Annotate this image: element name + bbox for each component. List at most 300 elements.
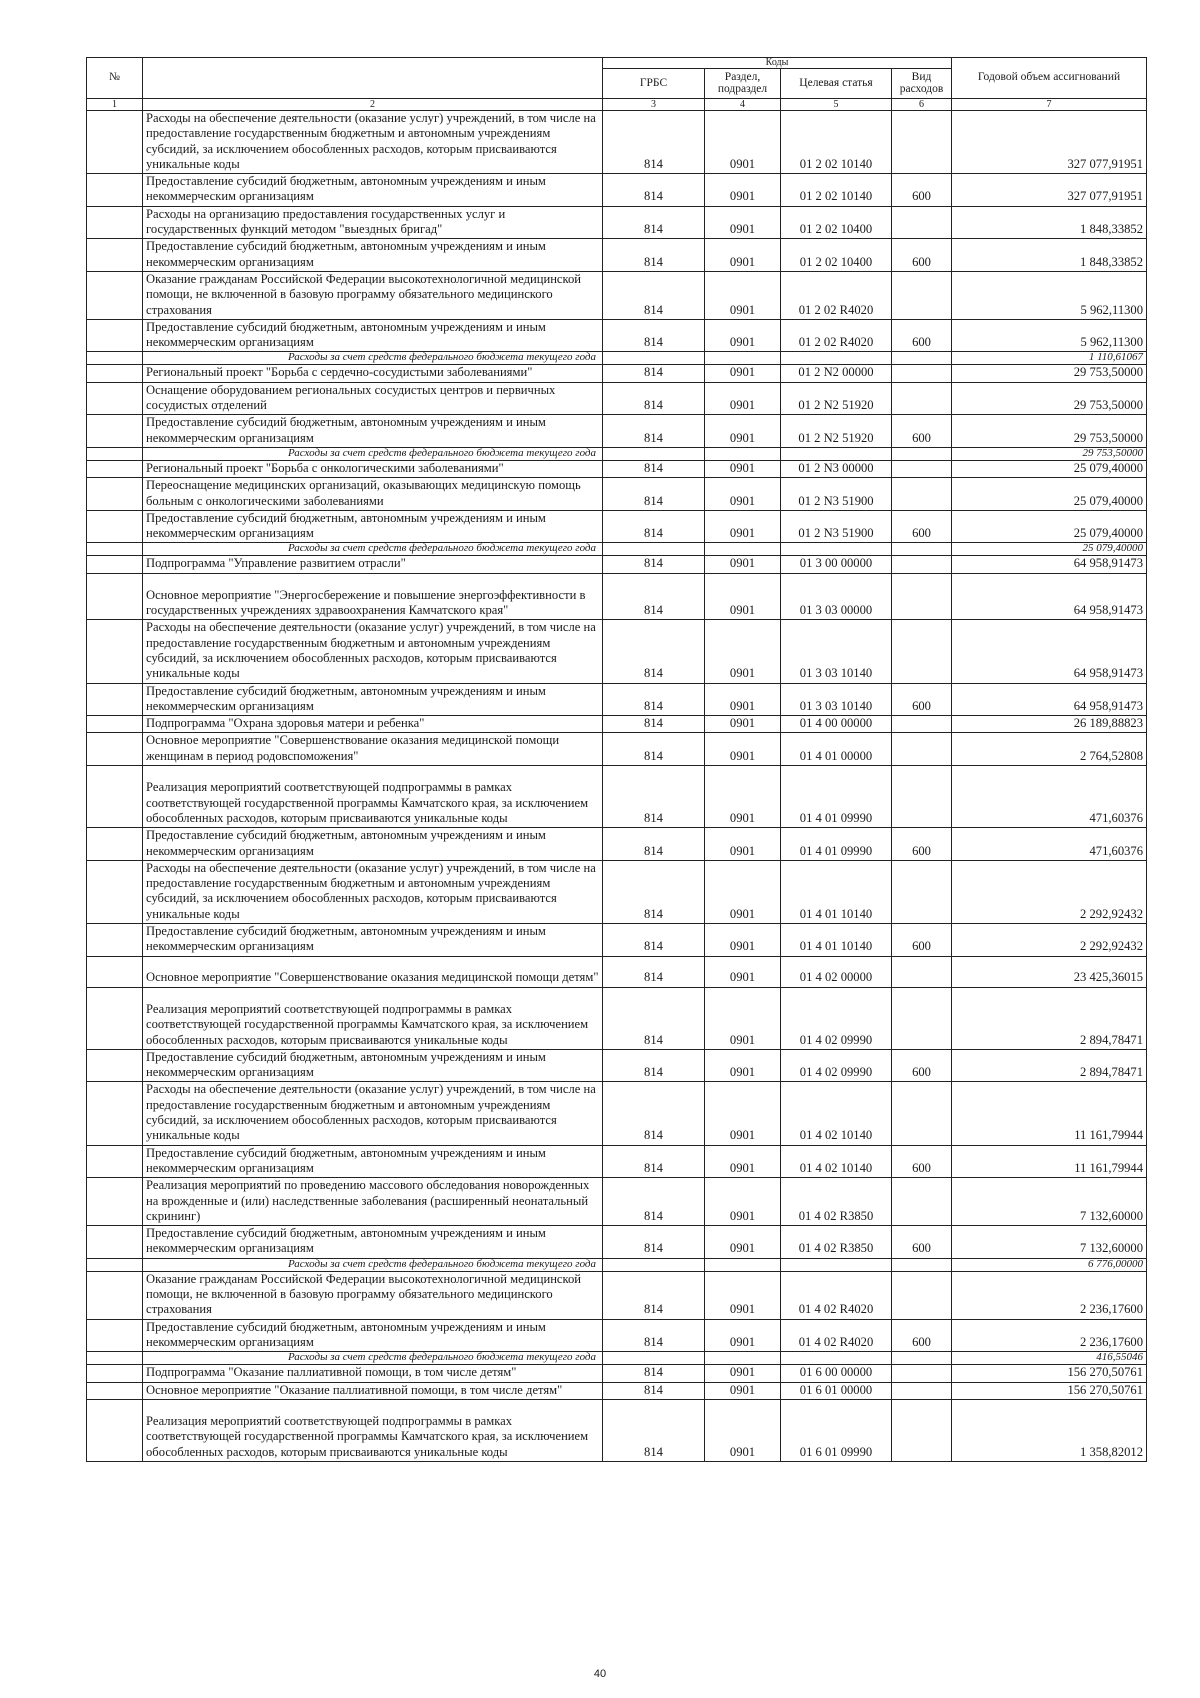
cell-name: Предоставление субсидий бюджетным, автономным учреждениям и иным некоммерческим организациям [143,1226,603,1259]
cell-grbs [603,352,705,365]
cell-grbs: 814 [603,174,705,207]
cell-target: 01 4 01 10140 [781,924,892,957]
cell-grbs: 814 [603,510,705,543]
cell-target: 01 4 01 10140 [781,860,892,923]
cell-grbs: 814 [603,573,705,620]
cell-target [781,1352,892,1365]
colnum-6: 6 [892,99,952,111]
cell-vid [892,766,952,828]
cell-num [87,460,143,477]
header-row-colnums [87,99,1147,111]
cell-sum: 5 962,11300 [952,271,1147,319]
cell-grbs [603,1352,705,1365]
cell-name: Предоставление субсидий бюджетным, автономным учреждениям и иным некоммерческим организациям [143,239,603,272]
table-row [87,111,1147,174]
cell-vid [892,1082,952,1145]
cell-sum: 2 236,17600 [952,1271,1147,1319]
cell-vid: 600 [892,510,952,543]
table-row [87,1145,1147,1178]
cell-name: Предоставление субсидий бюджетным, автономным учреждениям и иным некоммерческим организациям [143,1145,603,1178]
cell-target: 01 4 02 09990 [781,1049,892,1082]
cell-grbs: 814 [603,478,705,511]
cell-razdel [705,1258,781,1271]
cell-vid [892,1258,952,1271]
federal-subtotal-row [87,447,1147,460]
cell-num [87,271,143,319]
cell-vid [892,271,952,319]
cell-grbs: 814 [603,1382,705,1399]
federal-subtotal-row [87,1352,1147,1365]
cell-grbs: 814 [603,1319,705,1352]
table-row [87,510,1147,543]
cell-target: 01 4 01 09990 [781,828,892,861]
cell-name: Оказание гражданам Российской Федерации высокотехнологичной медицинской помощи, не включенной в базовую программу обязательного медицинского страхования [143,271,603,319]
table-row [87,415,1147,448]
header-grbs: ГРБС [603,69,705,99]
cell-razdel: 0901 [705,573,781,620]
cell-razdel: 0901 [705,460,781,477]
cell-vid [892,1399,952,1461]
cell-razdel [705,1352,781,1365]
cell-vid [892,1352,952,1365]
cell-num [87,828,143,861]
cell-name: Переоснащение медицинских организаций, оказывающих медицинскую помощь больным с онкологическими заболеваниями [143,478,603,511]
cell-vid [892,620,952,683]
cell-sum: 1 848,33852 [952,206,1147,239]
cell-num [87,987,143,1049]
cell-razdel: 0901 [705,556,781,573]
table-row [87,620,1147,683]
header-volume: Годовой объем ассигнований [952,58,1147,99]
table-row [87,573,1147,620]
cell-grbs: 814 [603,365,705,382]
cell-grbs: 814 [603,415,705,448]
federal-subtotal-row [87,1258,1147,1271]
colnum-4: 4 [705,99,781,111]
cell-razdel: 0901 [705,1271,781,1319]
cell-target: 01 6 01 09990 [781,1399,892,1461]
cell-sum: 471,60376 [952,828,1147,861]
colnum-7: 7 [952,99,1147,111]
cell-name: Основное мероприятие "Совершенствование оказания медицинской помощи детям" [143,956,603,987]
cell-vid: 600 [892,174,952,207]
cell-name: Региональный проект "Борьба с онкологическими заболеваниями" [143,460,603,477]
cell-target: 01 2 02 R4020 [781,271,892,319]
cell-target [781,543,892,556]
cell-razdel: 0901 [705,206,781,239]
cell-sum: 416,55046 [952,1352,1147,1365]
cell-name: Основное мероприятие "Энергосбережение и повышение энергоэффективности в государственных учреждениях здравоохранения Камчатского края" [143,573,603,620]
cell-vid [892,352,952,365]
cell-num [87,766,143,828]
cell-name: Расходы за счет средств федерального бюджета текущего года [143,352,603,365]
federal-subtotal-row [87,352,1147,365]
cell-target: 01 3 00 00000 [781,556,892,573]
cell-sum: 64 958,91473 [952,620,1147,683]
cell-num [87,716,143,733]
cell-razdel: 0901 [705,1049,781,1082]
cell-razdel: 0901 [705,716,781,733]
header-name [143,58,603,99]
cell-num [87,620,143,683]
cell-razdel: 0901 [705,1399,781,1461]
cell-vid [892,733,952,766]
cell-target: 01 4 00 00000 [781,716,892,733]
cell-vid [892,1271,952,1319]
cell-grbs: 814 [603,239,705,272]
cell-target [781,352,892,365]
cell-name: Реализация мероприятий соответствующей подпрограммы в рамках соответствующей государственной программы Камчатского края, за исключением обособленных расходов, которым присваиваются уникальные коды [143,1399,603,1461]
colnum-1: 1 [87,99,143,111]
cell-grbs: 814 [603,1365,705,1382]
cell-name: Расходы за счет средств федерального бюджета текущего года [143,447,603,460]
header-vid: Вид расходов [892,69,952,99]
cell-num [87,1145,143,1178]
table-row [87,1049,1147,1082]
cell-grbs [603,543,705,556]
cell-target: 01 2 N3 51900 [781,510,892,543]
cell-target: 01 6 00 00000 [781,1365,892,1382]
table-row [87,956,1147,987]
cell-vid [892,1382,952,1399]
cell-target: 01 2 02 10400 [781,239,892,272]
cell-razdel: 0901 [705,415,781,448]
cell-name: Оказание гражданам Российской Федерации высокотехнологичной медицинской помощи, не включенной в базовую программу обязательного медицинского страхования [143,1271,603,1319]
page-number: 40 [593,1668,607,1680]
colnum-5: 5 [781,99,892,111]
cell-sum: 6 776,00000 [952,1258,1147,1271]
cell-name: Расходы за счет средств федерального бюджета текущего года [143,543,603,556]
cell-target [781,1258,892,1271]
cell-num [87,1319,143,1352]
cell-sum: 64 958,91473 [952,573,1147,620]
table-row [87,1271,1147,1319]
budget-table-page [86,57,1146,1462]
cell-vid [892,447,952,460]
cell-num [87,556,143,573]
cell-razdel: 0901 [705,319,781,352]
cell-sum: 29 753,50000 [952,382,1147,415]
cell-razdel: 0901 [705,924,781,957]
cell-sum: 5 962,11300 [952,319,1147,352]
cell-num [87,510,143,543]
cell-target: 01 4 02 10140 [781,1145,892,1178]
cell-target: 01 4 02 R4020 [781,1271,892,1319]
cell-sum: 1 110,61067 [952,352,1147,365]
cell-vid [892,478,952,511]
cell-target: 01 3 03 00000 [781,573,892,620]
cell-grbs: 814 [603,1049,705,1082]
cell-name: Расходы на организацию предоставления государственных услуг и государственных функций методом "выездных бригад" [143,206,603,239]
cell-name: Расходы на обеспечение деятельности (оказание услуг) учреждений, в том числе на предоставление государственным бюджетным и автономным учреждениям субсидий, за исключением обособленных расходов, которым присваиваются уникальные коды [143,111,603,174]
cell-num [87,206,143,239]
header-target: Целевая статья [781,69,892,99]
cell-target: 01 4 02 09990 [781,987,892,1049]
cell-razdel [705,447,781,460]
cell-target: 01 2 N2 51920 [781,382,892,415]
cell-razdel: 0901 [705,1082,781,1145]
cell-name: Предоставление субсидий бюджетным, автономным учреждениям и иным некоммерческим организациям [143,683,603,716]
cell-sum: 1 848,33852 [952,239,1147,272]
cell-grbs: 814 [603,766,705,828]
cell-name: Подпрограмма "Охрана здоровья матери и ребенка" [143,716,603,733]
table-row [87,1365,1147,1382]
cell-num [87,478,143,511]
cell-num [87,1258,143,1271]
cell-num [87,683,143,716]
cell-razdel [705,543,781,556]
cell-sum: 327 077,91951 [952,111,1147,174]
cell-name: Подпрограмма "Управление развитием отрасли" [143,556,603,573]
cell-vid [892,206,952,239]
cell-razdel: 0901 [705,1145,781,1178]
cell-sum: 11 161,79944 [952,1145,1147,1178]
cell-vid: 600 [892,239,952,272]
cell-razdel: 0901 [705,1226,781,1259]
cell-sum: 156 270,50761 [952,1382,1147,1399]
cell-name: Предоставление субсидий бюджетным, автономным учреждениям и иным некоммерческим организациям [143,828,603,861]
cell-target: 01 4 02 R3850 [781,1226,892,1259]
cell-name: Предоставление субсидий бюджетным, автономным учреждениям и иным некоммерческим организациям [143,174,603,207]
cell-grbs: 814 [603,1271,705,1319]
cell-vid [892,111,952,174]
cell-sum: 2 894,78471 [952,1049,1147,1082]
cell-vid: 600 [892,683,952,716]
cell-num [87,1049,143,1082]
cell-vid [892,860,952,923]
cell-target: 01 2 N2 00000 [781,365,892,382]
cell-grbs: 814 [603,956,705,987]
cell-razdel: 0901 [705,766,781,828]
table-row [87,382,1147,415]
cell-target: 01 2 N3 51900 [781,478,892,511]
cell-target: 01 3 03 10140 [781,620,892,683]
cell-target: 01 2 02 10140 [781,111,892,174]
cell-target [781,447,892,460]
cell-name: Основное мероприятие "Совершенствование оказания медицинской помощи женщинам в период родовспоможения" [143,733,603,766]
cell-num [87,860,143,923]
cell-razdel: 0901 [705,828,781,861]
cell-grbs: 814 [603,1145,705,1178]
cell-vid [892,543,952,556]
cell-num [87,319,143,352]
table-row [87,733,1147,766]
cell-name: Реализация мероприятий соответствующей подпрограммы в рамках соответствующей государственной программы Камчатского края, за исключением обособленных расходов, которым присваиваются уникальные коды [143,987,603,1049]
cell-num [87,1226,143,1259]
cell-name: Основное мероприятие "Оказание паллиативной помощи, в том числе детям" [143,1382,603,1399]
cell-grbs: 814 [603,1082,705,1145]
cell-grbs: 814 [603,828,705,861]
table-row [87,924,1147,957]
table-row [87,1399,1147,1461]
cell-sum: 29 753,50000 [952,365,1147,382]
cell-name: Предоставление субсидий бюджетным, автономным учреждениям и иным некоммерческим организациям [143,1319,603,1352]
cell-sum: 26 189,88823 [952,716,1147,733]
table-row [87,556,1147,573]
colnum-3: 3 [603,99,705,111]
cell-razdel: 0901 [705,1178,781,1226]
cell-target: 01 4 01 09990 [781,766,892,828]
cell-sum: 25 079,40000 [952,478,1147,511]
cell-razdel: 0901 [705,620,781,683]
cell-num [87,239,143,272]
cell-name: Расходы на обеспечение деятельности (оказание услуг) учреждений, в том числе на предоставление государственным бюджетным и автономным учреждениям субсидий, за исключением обособленных расходов, которым присваиваются уникальные коды [143,1082,603,1145]
cell-target: 01 2 N2 51920 [781,415,892,448]
cell-sum: 1 358,82012 [952,1399,1147,1461]
cell-razdel: 0901 [705,1382,781,1399]
cell-num [87,111,143,174]
cell-grbs: 814 [603,1399,705,1461]
cell-grbs: 814 [603,556,705,573]
cell-num [87,573,143,620]
cell-razdel: 0901 [705,733,781,766]
cell-vid [892,556,952,573]
cell-razdel: 0901 [705,956,781,987]
cell-razdel: 0901 [705,860,781,923]
cell-vid: 600 [892,924,952,957]
table-row [87,478,1147,511]
cell-grbs: 814 [603,319,705,352]
cell-target: 01 2 N3 00000 [781,460,892,477]
cell-razdel: 0901 [705,1365,781,1382]
cell-num [87,1271,143,1319]
cell-grbs: 814 [603,206,705,239]
cell-grbs: 814 [603,620,705,683]
cell-grbs: 814 [603,987,705,1049]
cell-razdel: 0901 [705,1319,781,1352]
cell-razdel: 0901 [705,239,781,272]
cell-num [87,1365,143,1382]
cell-sum: 64 958,91473 [952,683,1147,716]
cell-target: 01 2 02 10400 [781,206,892,239]
cell-razdel [705,352,781,365]
table-row [87,1319,1147,1352]
table-body [87,111,1147,1462]
table-row [87,319,1147,352]
cell-num [87,447,143,460]
table-row [87,987,1147,1049]
cell-name: Предоставление субсидий бюджетным, автономным учреждениям и иным некоммерческим организациям [143,319,603,352]
cell-grbs: 814 [603,111,705,174]
cell-vid [892,460,952,477]
cell-sum: 64 958,91473 [952,556,1147,573]
cell-grbs: 814 [603,1226,705,1259]
cell-target: 01 6 01 00000 [781,1382,892,1399]
cell-razdel: 0901 [705,174,781,207]
cell-name: Расходы на обеспечение деятельности (оказание услуг) учреждений, в том числе на предоставление государственным бюджетным и автономным учреждениям субсидий, за исключением обособленных расходов, которым присваиваются уникальные коды [143,620,603,683]
cell-num [87,365,143,382]
table-row [87,206,1147,239]
cell-num [87,1082,143,1145]
cell-name: Подпрограмма "Оказание паллиативной помощи, в том числе детям" [143,1365,603,1382]
table-row [87,683,1147,716]
cell-vid: 600 [892,415,952,448]
cell-name: Реализация мероприятий соответствующей подпрограммы в рамках соответствующей государственной программы Камчатского края, за исключением обособленных расходов, которым присваиваются уникальные коды [143,766,603,828]
cell-target: 01 2 02 10140 [781,174,892,207]
cell-grbs: 814 [603,683,705,716]
budget-table [86,57,1147,1462]
cell-vid [892,573,952,620]
cell-sum: 25 079,40000 [952,543,1147,556]
cell-target: 01 4 02 00000 [781,956,892,987]
cell-vid [892,365,952,382]
header-row-codes [87,58,1147,69]
cell-razdel: 0901 [705,111,781,174]
cell-num [87,1382,143,1399]
cell-name: Расходы за счет средств федерального бюджета текущего года [143,1352,603,1365]
cell-vid: 600 [892,828,952,861]
table-row [87,174,1147,207]
cell-vid [892,716,952,733]
cell-razdel: 0901 [705,478,781,511]
cell-sum: 29 753,50000 [952,415,1147,448]
cell-sum: 25 079,40000 [952,460,1147,477]
cell-name: Реализация мероприятий по проведению массового обследования новорожденных на врожденные и (или) наследственные заболевания (расширенный неонатальный скрининг) [143,1178,603,1226]
table-row [87,860,1147,923]
cell-num [87,415,143,448]
cell-name: Предоставление субсидий бюджетным, автономным учреждениям и иным некоммерческим организациям [143,1049,603,1082]
cell-vid: 600 [892,1145,952,1178]
cell-razdel: 0901 [705,382,781,415]
cell-razdel: 0901 [705,510,781,543]
cell-vid: 600 [892,1319,952,1352]
cell-num [87,352,143,365]
cell-name: Расходы за счет средств федерального бюджета текущего года [143,1258,603,1271]
cell-vid [892,382,952,415]
table-row [87,1382,1147,1399]
table-row [87,271,1147,319]
cell-target: 01 3 03 10140 [781,683,892,716]
cell-razdel: 0901 [705,987,781,1049]
cell-target: 01 4 02 R4020 [781,1319,892,1352]
header-codes: Коды [603,58,952,69]
cell-num [87,1178,143,1226]
cell-name: Предоставление субсидий бюджетным, автономным учреждениям и иным некоммерческим организациям [143,415,603,448]
table-row [87,239,1147,272]
cell-num [87,924,143,957]
cell-vid [892,987,952,1049]
federal-subtotal-row [87,543,1147,556]
cell-grbs: 814 [603,716,705,733]
cell-grbs: 814 [603,460,705,477]
cell-num [87,956,143,987]
cell-sum: 156 270,50761 [952,1365,1147,1382]
header-razdel: Раздел, подраздел [705,69,781,99]
cell-name: Предоставление субсидий бюджетным, автономным учреждениям и иным некоммерческим организациям [143,924,603,957]
cell-sum: 2 894,78471 [952,987,1147,1049]
cell-sum: 471,60376 [952,766,1147,828]
cell-grbs: 814 [603,382,705,415]
cell-grbs: 814 [603,271,705,319]
cell-name: Предоставление субсидий бюджетным, автономным учреждениям и иным некоммерческим организациям [143,510,603,543]
cell-num [87,1399,143,1461]
cell-grbs [603,447,705,460]
header-num: № [87,58,143,99]
cell-sum: 7 132,60000 [952,1226,1147,1259]
cell-target: 01 2 02 R4020 [781,319,892,352]
cell-target: 01 4 01 00000 [781,733,892,766]
table-row [87,365,1147,382]
table-row [87,766,1147,828]
cell-grbs: 814 [603,860,705,923]
table-row [87,828,1147,861]
cell-grbs: 814 [603,733,705,766]
cell-name: Региональный проект "Борьба с сердечно-сосудистыми заболеваниями" [143,365,603,382]
cell-vid: 600 [892,319,952,352]
table-row [87,460,1147,477]
cell-vid [892,1365,952,1382]
cell-grbs: 814 [603,924,705,957]
